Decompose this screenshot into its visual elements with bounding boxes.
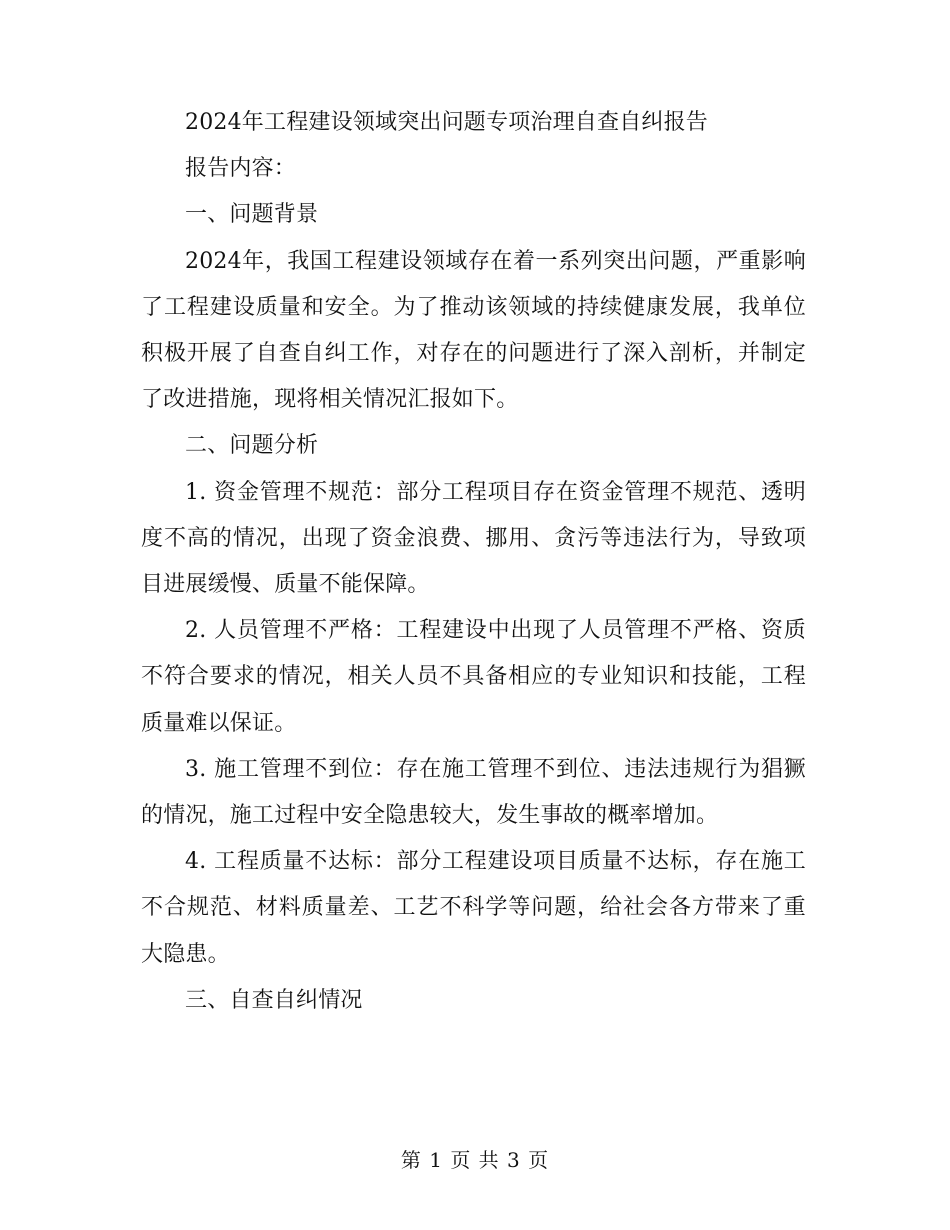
analysis-item-personnel: 2. 人员管理不严格：工程建设中出现了人员管理不严格、资质不符合要求的情况，相关人员不具备相应的专业知识和技能，工程质量难以保证。 — [141, 618, 806, 736]
section-heading-self-inspection: 三、自查自纠情况 — [185, 987, 363, 1013]
background-paragraph: 2024年，我国工程建设领域存在着一系列突出问题，严重影响了工程建设质量和安全。为了推动该领域的持续健康发展，我单位积极开展了自查自纠工作，对存在的问题进行了深入剖析，并制定了改进措施，现将相关情况汇报如下。 — [141, 248, 806, 413]
analysis-item-funds: 1. 资金管理不规范：部分工程项目存在资金管理不规范、透明度不高的情况，出现了资金浪费、挪用、贪污等违法行为，导致项目进展缓慢、质量不能保障。 — [141, 479, 806, 598]
document-title: 2024年工程建设领域突出问题专项治理自查自纠报告 — [185, 110, 708, 135]
intro-label: 报告内容： — [185, 156, 297, 182]
document-body — [141, 100, 806, 1024]
analysis-item-construction: 3. 施工管理不到位：存在施工管理不到位、违法违规行为猖獗的情况，施工过程中安全隐患较大，发生事故的概率增加。 — [141, 756, 806, 829]
analysis-item-quality: 4. 工程质量不达标：部分工程建设项目质量不达标，存在施工不合规范、材料质量差、工艺不科学等问题，给社会各方带来了重大隐患。 — [141, 849, 806, 967]
section-heading-analysis: 二、问题分析 — [185, 433, 319, 459]
page-number-footer: 第 1 页 共 3 页 — [400, 1148, 550, 1172]
section-heading-background: 一、问题背景 — [185, 202, 319, 228]
